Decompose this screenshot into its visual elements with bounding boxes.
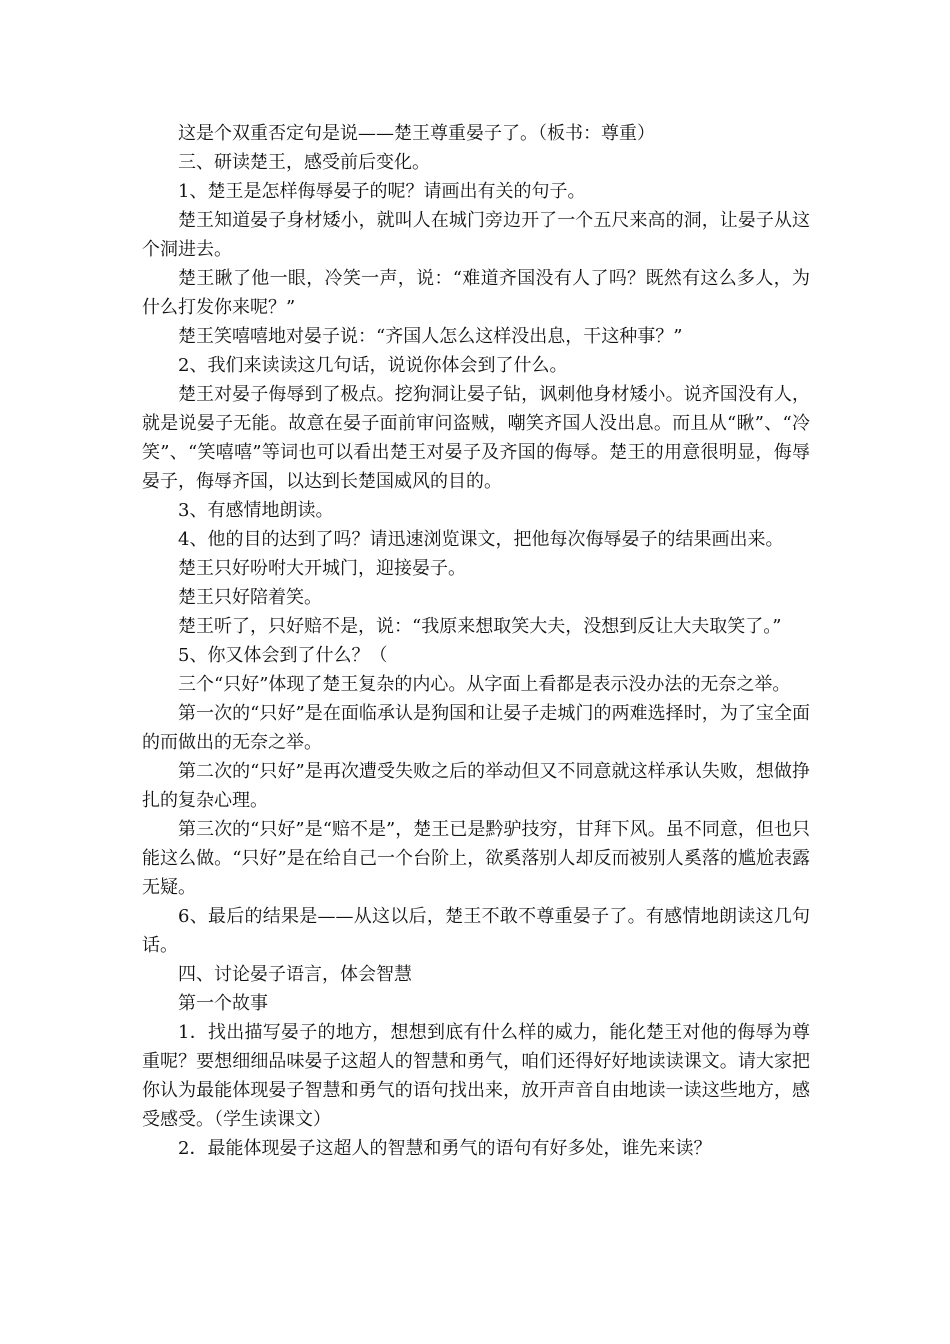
paragraph: 这是个双重否定句是说——楚王尊重晏子了。（板书：尊重） [178, 123, 655, 144]
paragraph: 6、最后的结果是——从这以后，楚王不敢不尊重晏子了。有感情地朗读这几句话。 [142, 906, 810, 956]
section-heading: 四、讨论晏子语言，体会智慧 [178, 964, 412, 985]
quote-paragraph: 楚王知道晏子身材矮小，就叫人在城门旁边开了一个五尺来高的洞，让晏子从这个洞进去。 [142, 210, 810, 260]
paragraph: 5、你又体会到了什么？（ [178, 645, 388, 666]
paragraph: 1、楚王是怎样侮辱晏子的呢？请画出有关的句子。 [178, 181, 586, 202]
document-page [142, 119, 810, 1163]
quote-paragraph: 楚王笑嘻嘻地对晏子说：“齐国人怎么这样没出息，干这种事？” [178, 326, 683, 347]
quote-paragraph: 楚王听了，只好赔不是，说：“我原来想取笑大夫，没想到反让大夫取笑了。” [178, 616, 782, 637]
paragraph: 4、他的目的达到了吗？请迅速浏览课文，把他每次侮辱晏子的结果画出来。 [178, 529, 784, 550]
paragraph: 三个“只好”体现了楚王复杂的内心。从字面上看都是表示没办法的无奈之举。 [178, 674, 791, 695]
paragraph: 楚王对晏子侮辱到了极点。挖狗洞让晏子钻，讽刺他身材矮小。说齐国没有人，就是说晏子无能。故意在晏子面前审问盗贼，嘲笑齐国人没出息。而且从“瞅”、“冷笑”、“笑嘻嘻”等词也可以看出楚王对晏子及齐国的侮辱。楚王的用意很明显，侮辱晏子，侮辱齐国，以达到长楚国威风的目的。 [142, 384, 810, 492]
paragraph: 2．最能体现晏子这超人的智慧和勇气的语句有好多处，谁先来读？ [178, 1138, 712, 1159]
quote-paragraph: 楚王只好陪着笑。 [178, 587, 322, 608]
paragraph: 1．找出描写晏子的地方，想想到底有什么样的威力，能化楚王对他的侮辱为尊重呢？要想细细品味晏子这超人的智慧和勇气，咱们还得好好地读读课文。请大家把你认为最能体现晏子智慧和勇气的语句找出来，放开声音自由地读一读这些地方，感受感受。（学生读课文） [142, 1022, 810, 1130]
subheading: 第一个故事 [178, 993, 268, 1014]
quote-paragraph: 楚王只好吩咐大开城门，迎接晏子。 [178, 558, 466, 579]
paragraph: 2、我们来读读这几句话，说说你体会到了什么。 [178, 355, 568, 376]
paragraph: 第一次的“只好”是在面临承认是狗国和让晏子走城门的两难选择时，为了宝全面的而做出的无奈之举。 [142, 703, 810, 753]
paragraph: 3、有感情地朗读。 [178, 500, 334, 521]
paragraph: 第三次的“只好”是“赔不是”，楚王已是黔驴技穷，甘拜下风。虽不同意，但也只能这么做。“只好”是在给自己一个台阶上，欲奚落别人却反而被别人奚落的尴尬表露无疑。 [142, 819, 810, 898]
section-heading: 三、研读楚王，感受前后变化。 [178, 152, 430, 173]
paragraph: 第二次的“只好”是再次遭受失败之后的举动但又不同意就这样承认失败，想做挣扎的复杂心理。 [142, 761, 810, 811]
quote-paragraph: 楚王瞅了他一眼，冷笑一声，说：“难道齐国没有人了吗？既然有这么多人，为什么打发你来呢？” [142, 268, 810, 318]
